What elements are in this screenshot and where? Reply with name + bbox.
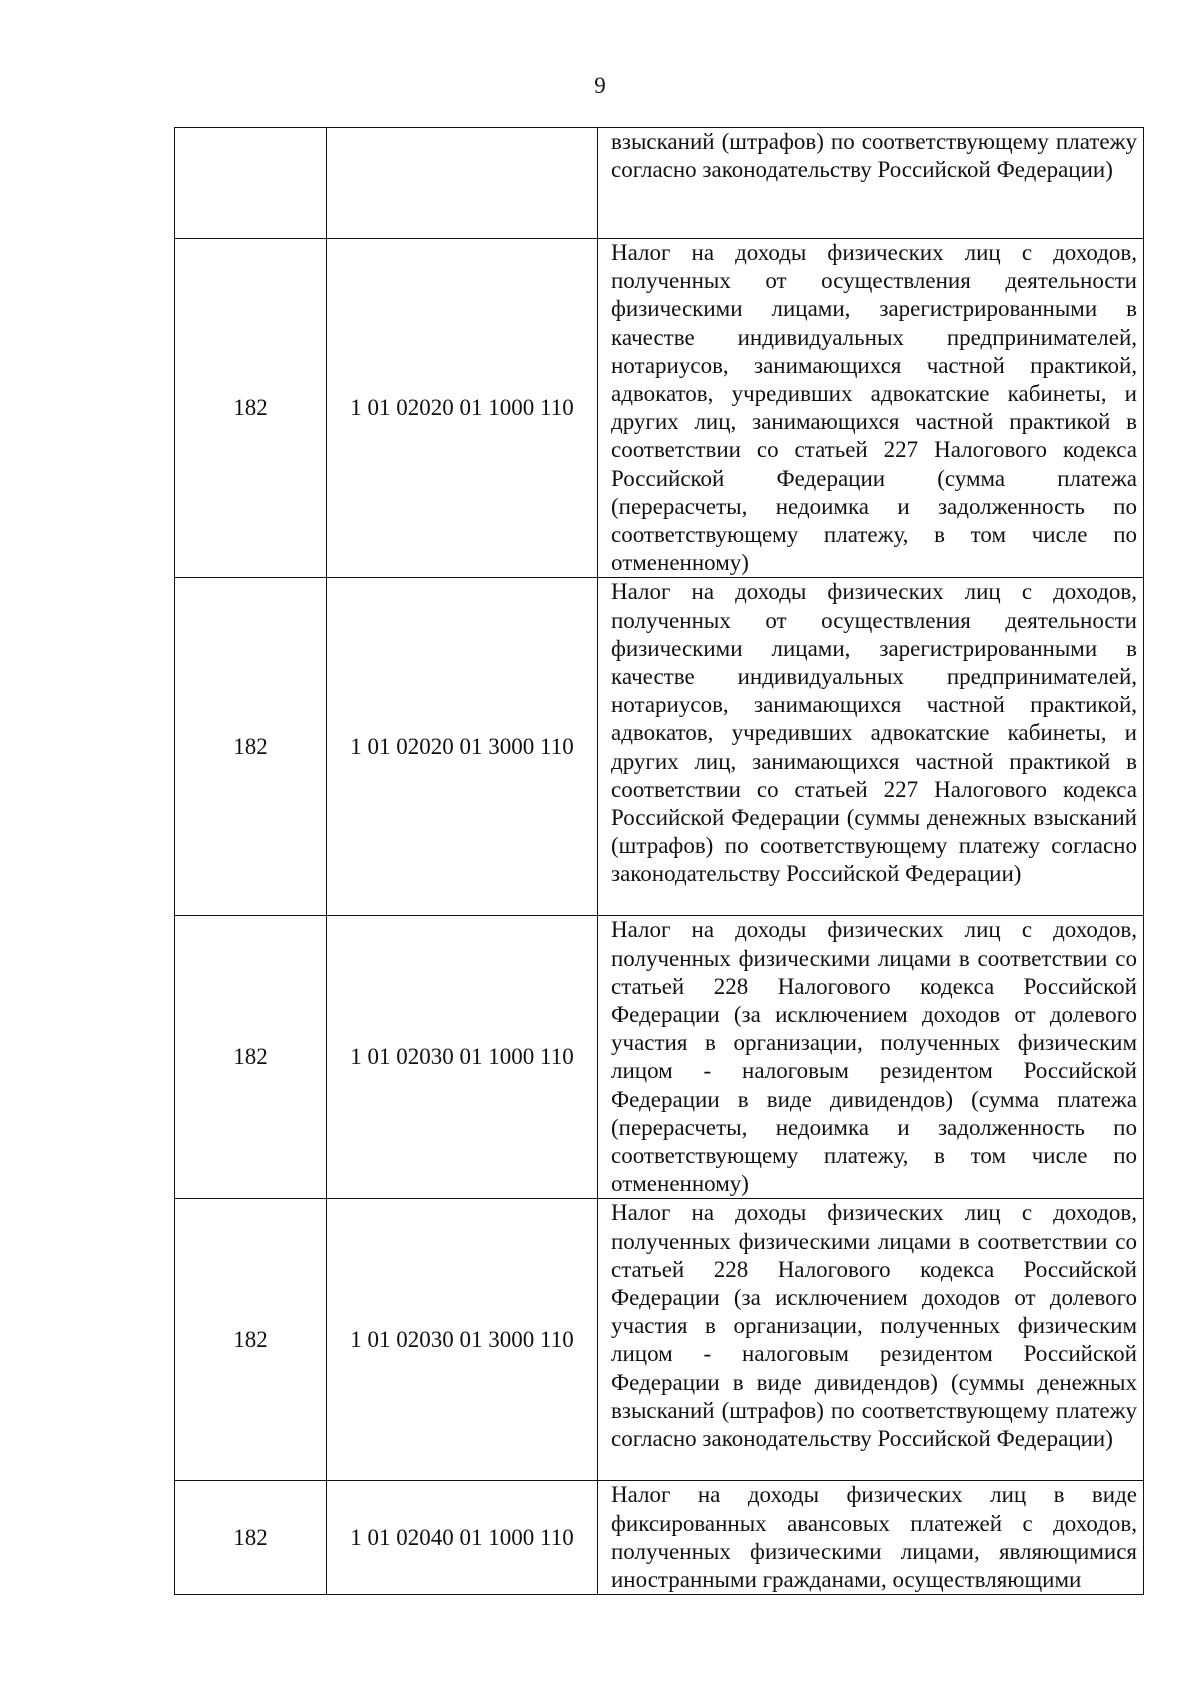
description-text: Налог на доходы физических лиц с доходов, полученных от осуществления деятельности физическими лицами, зарегистрированными в качестве индивидуальных предпринимателей, нотариусов, занимающихся частной практикой, адвокатов, учредивших адвокатские кабинеты, и других лиц, занимающихся частной практикой в соответствии со статьей 227 Налогового кодекса Российской Федерации (сумма платежа (перерасчеты, недоимка и задолженность по соответствующему платежу, в том числе по отмененному) (611, 240, 1137, 576)
page-number: 9 (594, 73, 606, 98)
admin-code-cell: 182 (175, 1199, 327, 1481)
admin-code-cell: 182 (175, 578, 327, 916)
description-cell (598, 128, 1144, 239)
description-cell (598, 916, 1144, 1199)
kbk-code-cell: 1 01 02030 01 1000 110 (327, 916, 598, 1199)
income-codes-table (174, 127, 1144, 1595)
table-row (175, 1199, 1144, 1481)
table-row (175, 578, 1144, 916)
table-row (175, 239, 1144, 578)
description-text: Налог на доходы физических лиц с доходов, полученных от осуществления деятельности физическими лицами, зарегистрированными в качестве индивидуальных предпринимателей, нотариусов, занимающихся частной практикой, адвокатов, учредивших адвокатские кабинеты, и других лиц, занимающихся частной практикой в соответствии со статьей 227 Налогового кодекса Российской Федерации (суммы денежных взысканий (штрафов) по соответствующему платежу согласно законодательству Российской Федерации) (611, 579, 1137, 887)
description-text: взысканий (штрафов) по соответствующему платежу согласно законодательству Российской Федерации) (611, 129, 1137, 183)
kbk-code-cell: 1 01 02020 01 3000 110 (327, 578, 598, 916)
admin-code-cell: 182 (175, 1481, 327, 1595)
table-row (175, 1481, 1144, 1595)
kbk-code-cell: 1 01 02020 01 1000 110 (327, 239, 598, 578)
description-text: Налог на доходы физических лиц с доходов, полученных физическими лицами в соответствии со статьей 228 Налогового кодекса Российской Федерации (за исключением доходов от долевого участия в организации, полученных физическим лицом - налоговым резидентом Российской Федерации в виде дивидендов) (суммы денежных взысканий (штрафов) по соответствующему платежу согласно законодательству Российской Федерации) (611, 1200, 1137, 1452)
description-text: Налог на доходы физических лиц в виде фиксированных авансовых платежей с доходов, полученных физическими лицами, являющимися иностранными гражданами, осуществляющими (611, 1482, 1137, 1593)
description-cell (598, 578, 1144, 916)
admin-code-cell: 182 (175, 916, 327, 1199)
description-cell (598, 1481, 1144, 1595)
kbk-code-cell: 1 01 02040 01 1000 110 (327, 1481, 598, 1595)
table-row (175, 128, 1144, 239)
description-cell (598, 239, 1144, 578)
table-row (175, 916, 1144, 1199)
kbk-code-cell: 1 01 02030 01 3000 110 (327, 1199, 598, 1481)
description-text: Налог на доходы физических лиц с доходов, полученных физическими лицами в соответствии со статьей 228 Налогового кодекса Российской Федерации (за исключением доходов от долевого участия в организации, полученных физическим лицом - налоговым резидентом Российской Федерации в виде дивидендов) (сумма платежа (перерасчеты, недоимка и задолженность по соответствующему платежу, в том числе по отмененному) (611, 917, 1137, 1197)
admin-code-cell (175, 128, 327, 239)
admin-code-cell: 182 (175, 239, 327, 578)
description-cell (598, 1199, 1144, 1481)
kbk-code-cell (327, 128, 598, 239)
